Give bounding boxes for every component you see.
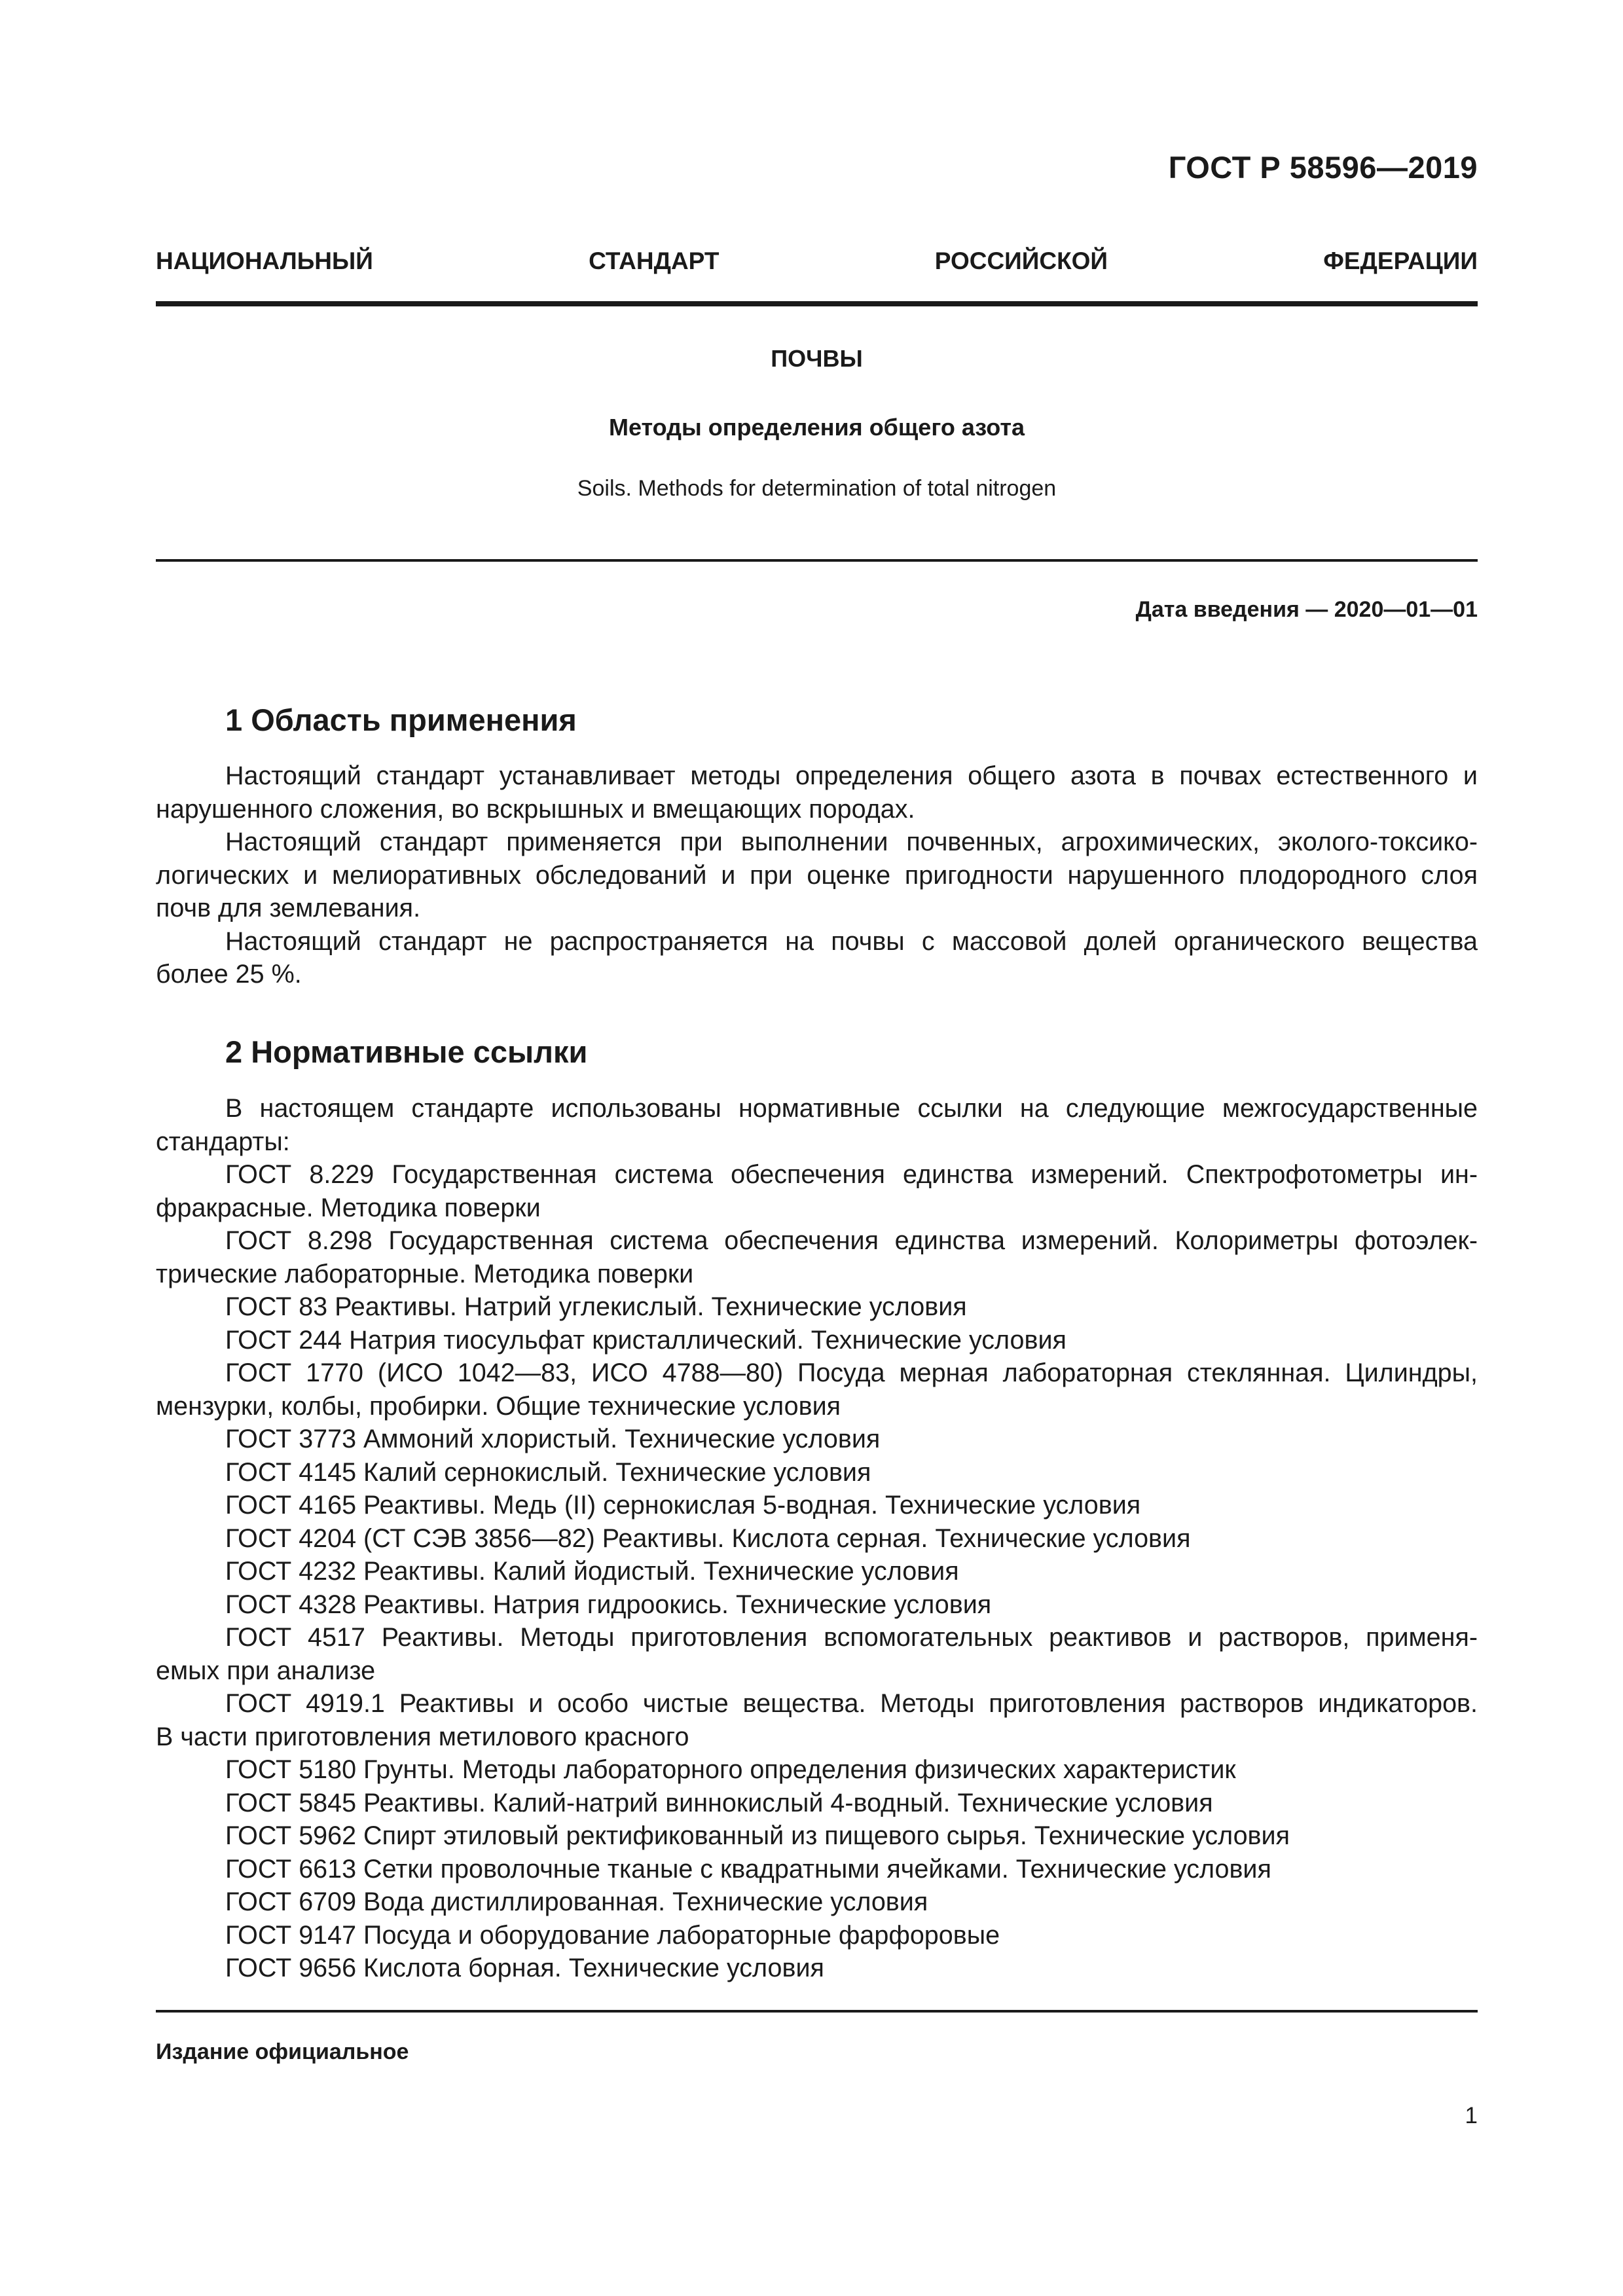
page-number: 1 bbox=[1465, 2103, 1478, 2128]
reference-item: ГОСТ 4145 Калий сернокислый. Технические условия bbox=[225, 1457, 871, 1487]
reference-item: ГОСТ 5180 Грунты. Методы лабораторного определения физических характеристик bbox=[225, 1755, 1236, 1784]
national-standard-banner bbox=[156, 247, 1478, 275]
text-line: В настоящем стандарте использованы нормативные ссылки на следующие межгосударственные bbox=[225, 1094, 1478, 1123]
section-1-body bbox=[156, 759, 1478, 991]
section-2-body bbox=[156, 1092, 1478, 1985]
text-line: более 25 %. bbox=[156, 960, 302, 989]
reference-item: ГОСТ 4328 Реактивы. Натрия гидроокись. Технические условия bbox=[225, 1590, 992, 1619]
banner-word: ФЕДЕРАЦИИ bbox=[1323, 247, 1478, 274]
reference-item: ГОСТ 3773 Аммоний хлористый. Технические условия bbox=[225, 1425, 881, 1453]
document-number: ГОСТ Р 58596—2019 bbox=[1168, 150, 1478, 185]
reference-item: ГОСТ 4204 (СТ СЭВ 3856—82) Реактивы. Кислота серная. Технические условия bbox=[225, 1523, 1191, 1553]
reference-item: ГОСТ 4517 Реактивы. Методы приготовления вспомогательных реактивов и растворов, применя- bbox=[225, 1623, 1478, 1652]
reference-item: ГОСТ 244 Натрия тиосульфат кристаллический. Технические условия bbox=[225, 1325, 1067, 1355]
text-line: нарушенного сложения, во вскрышных и вмещающих породах. bbox=[156, 794, 915, 824]
introduction-date: Дата введения — 2020—01—01 bbox=[1135, 597, 1478, 622]
text-line: Настоящий стандарт не распространяется на почвы с массовой долей органического вещества bbox=[225, 926, 1478, 956]
official-edition-label: Издание официальное bbox=[156, 2039, 409, 2064]
reference-item: ГОСТ 83 Реактивы. Натрий углекислый. Технические условия bbox=[225, 1292, 967, 1321]
reference-item: ГОСТ 4919.1 Реактивы и особо чистые вещества. Методы приготовления растворов индикаторов. bbox=[225, 1689, 1478, 1718]
title-divider bbox=[156, 559, 1478, 562]
document-subtitle: Методы определения общего азота bbox=[608, 414, 1025, 441]
reference-item: ГОСТ 5845 Реактивы. Калий-натрий виннокислый 4-водный. Технические условия bbox=[225, 1788, 1213, 1817]
reference-item: ГОСТ 5962 Спирт этиловый ректификованный из пищевого сырья. Технические условия bbox=[225, 1821, 1290, 1850]
header-divider bbox=[156, 301, 1478, 306]
footer-divider bbox=[156, 2010, 1478, 2013]
text-line: стандарты: bbox=[156, 1127, 290, 1156]
banner-word: СТАНДАРТ bbox=[589, 247, 720, 274]
reference-item: ГОСТ 6709 Вода дистиллированная. Технические условия bbox=[225, 1887, 928, 1916]
banner-word: РОССИЙСКОЙ bbox=[934, 247, 1108, 274]
section-1-heading: 1 Область применения bbox=[225, 702, 577, 737]
reference-item: ГОСТ 9656 Кислота борная. Технические условия bbox=[225, 1954, 824, 1982]
reference-item: ГОСТ 6613 Сетки проволочные тканые с квадратными ячейками. Технические условия bbox=[225, 1854, 1271, 1884]
reference-item: ГОСТ 4165 Реактивы. Медь (II) сернокислая 5-водная. Технические условия bbox=[225, 1491, 1141, 1520]
text-line: логических и мелиоративных обследований и при оценке пригодности нарушенного плодородного слоя bbox=[156, 860, 1478, 890]
reference-item: ГОСТ 8.229 Государственная система обеспечения единства измерений. Спектрофотометры ин- bbox=[225, 1160, 1478, 1189]
document-title-english: Soils. Methods for determination of total nitrogen bbox=[577, 476, 1057, 501]
text-line: фракрасные. Методика поверки bbox=[156, 1193, 541, 1222]
reference-item: ГОСТ 8.298 Государственная система обеспечения единства измерений. Колориметры фотоэлек- bbox=[225, 1226, 1478, 1255]
document-title: ПОЧВЫ bbox=[771, 345, 863, 372]
reference-item: ГОСТ 9147 Посуда и оборудование лабораторные фарфоровые bbox=[225, 1920, 1000, 1950]
reference-item: ГОСТ 4232 Реактивы. Калий йодистый. Технические условия bbox=[225, 1557, 959, 1586]
text-line: Настоящий стандарт устанавливает методы определения общего азота в почвах естественного и bbox=[225, 761, 1478, 790]
text-line: емых при анализе bbox=[156, 1656, 376, 1685]
reference-item: ГОСТ 1770 (ИСО 1042—83, ИСО 4788—80) Посуда мерная лабораторная стеклянная. Цилиндры, bbox=[225, 1358, 1478, 1387]
text-line: трические лабораторные. Методика поверки bbox=[156, 1259, 694, 1288]
text-line: В части приготовления метилового красного bbox=[156, 1722, 689, 1751]
text-line: Настоящий стандарт применяется при выполнении почвенных, агрохимических, эколого-токсико- bbox=[225, 828, 1478, 856]
text-line: мензурки, колбы, пробирки. Общие технические условия bbox=[156, 1391, 841, 1421]
text-line: почв для землевания. bbox=[156, 894, 421, 922]
section-2-heading: 2 Нормативные ссылки bbox=[225, 1034, 588, 1069]
banner-word: НАЦИОНАЛЬНЫЙ bbox=[156, 247, 373, 274]
